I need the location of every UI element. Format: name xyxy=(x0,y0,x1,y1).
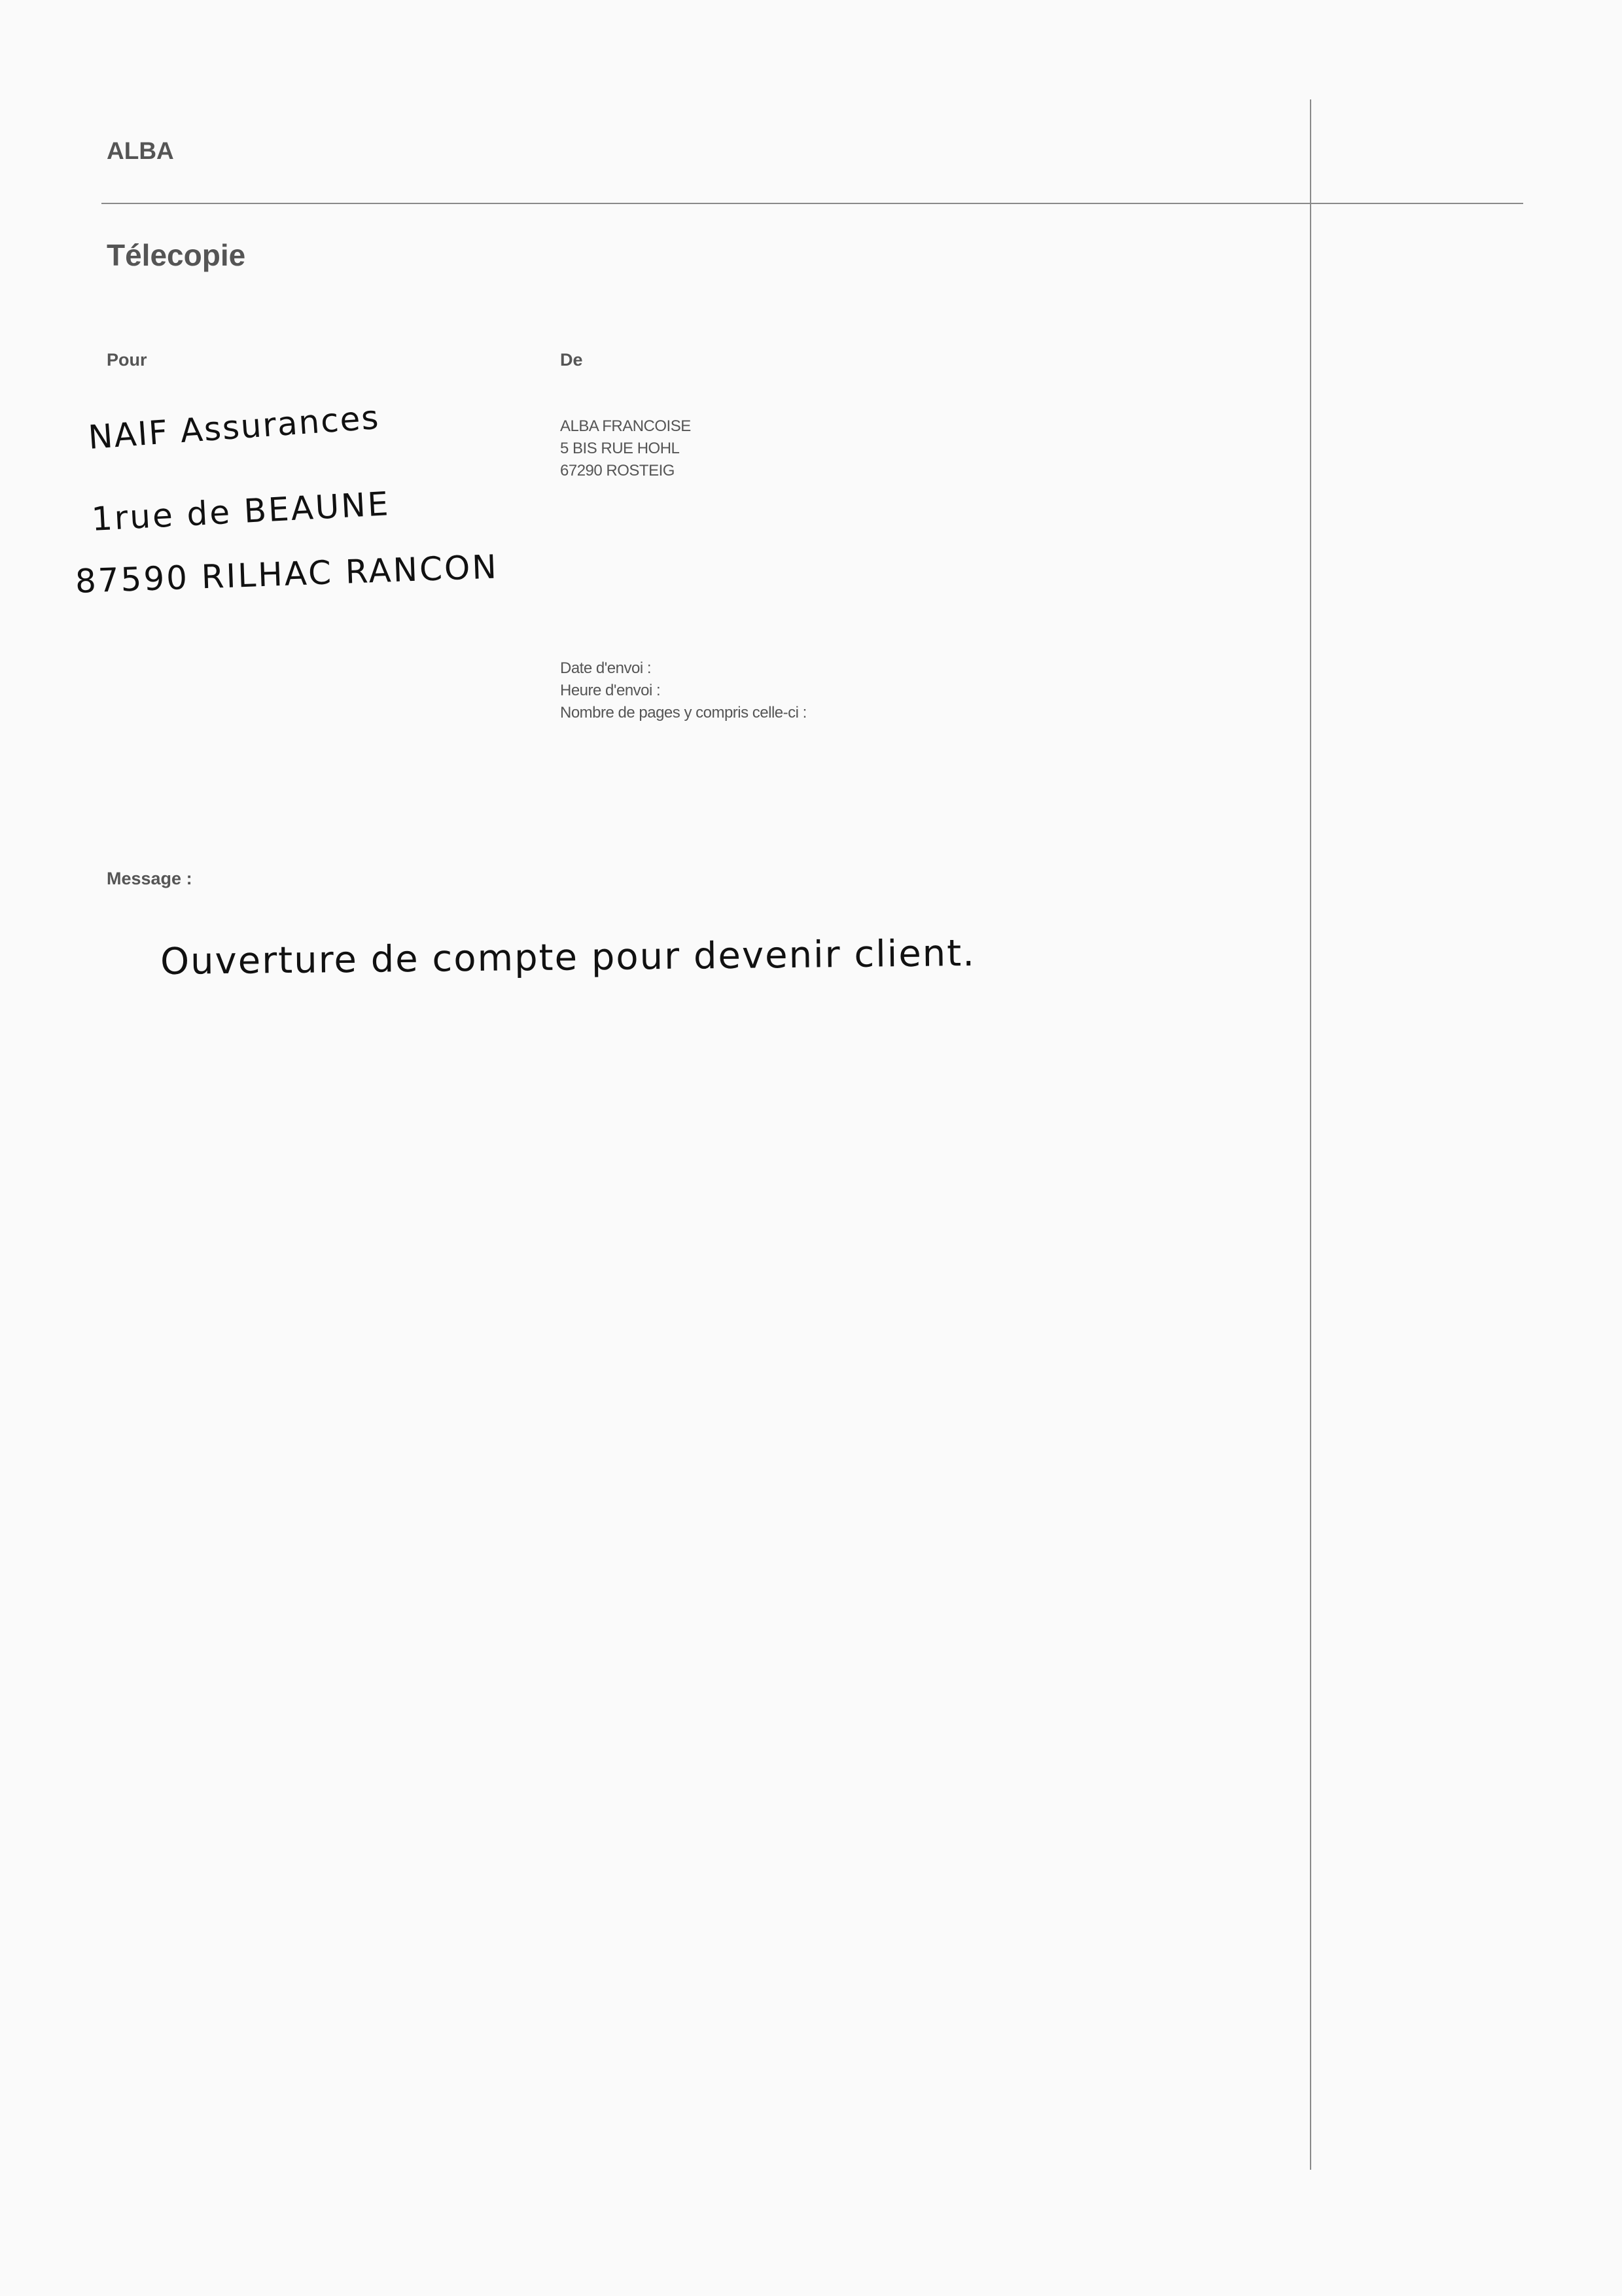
sender-street: 5 BIS RUE HOHL xyxy=(560,440,680,457)
pages-label: Nombre de pages y compris celle-ci : xyxy=(560,704,807,722)
sender-label: De xyxy=(560,350,583,370)
sender-name: ALBA FRANCOISE xyxy=(560,417,691,435)
date-label: Date d'envoi : xyxy=(560,659,652,677)
message-label: Message : xyxy=(107,869,192,888)
sender-address-block xyxy=(560,415,691,482)
brand-name: ALBA xyxy=(107,137,174,164)
sender-city: 67290 ROSTEIG xyxy=(560,462,675,479)
recipient-handwritten-street: 1rue de BEAUNE xyxy=(90,485,391,538)
page-title: Télecopie xyxy=(107,238,246,272)
header-divider xyxy=(101,203,1523,204)
vertical-divider xyxy=(1310,99,1311,2170)
transmission-info xyxy=(560,657,807,724)
recipient-handwritten-city: 87590 RILHAC RANCON xyxy=(74,548,499,600)
time-label: Heure d'envoi : xyxy=(560,682,661,699)
recipient-label: Pour xyxy=(107,350,147,370)
recipient-handwritten-name: NAIF Assurances xyxy=(86,398,381,457)
message-handwritten-text: Ouverture de compte pour devenir client. xyxy=(160,931,976,983)
